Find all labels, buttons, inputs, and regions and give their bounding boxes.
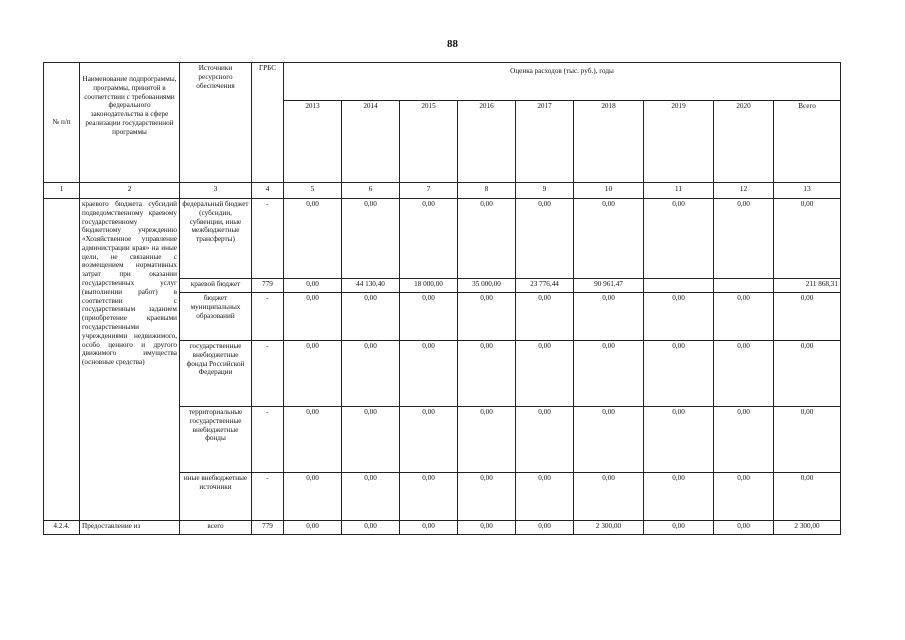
- grbs-cell: -: [252, 341, 284, 407]
- grbs-cell: 779: [252, 279, 284, 293]
- value-cell: 0,00: [644, 293, 714, 341]
- value-cell: 0,00: [714, 407, 774, 473]
- grbs-cell: -: [252, 407, 284, 473]
- value-cell: 0,00: [284, 279, 342, 293]
- header-col-name: Наименование подпрограммы, программы, принятой в соответствии с требованиями федерального законодательства в сфере реализации государственной программы: [80, 63, 180, 183]
- column-number: 1: [44, 183, 80, 199]
- value-cell: 0,00: [644, 521, 714, 535]
- source-cell: федеральный бюджет (субсидии, субвенции, иные межбюджетные трансферты): [180, 199, 252, 279]
- row-description: Предоставление из: [80, 521, 180, 535]
- header-total: Всего: [774, 101, 841, 183]
- column-numbers-row: [44, 183, 841, 199]
- source-cell: иные внебюджетные источники: [180, 473, 252, 521]
- header-year: 2018: [574, 101, 644, 183]
- grbs-cell: 779: [252, 521, 284, 535]
- value-cell: 0,00: [574, 473, 644, 521]
- value-cell: 0,00: [516, 293, 574, 341]
- value-cell: 0,00: [516, 407, 574, 473]
- value-cell: 0,00: [342, 199, 400, 279]
- value-cell: 0,00: [342, 407, 400, 473]
- column-number: 4: [252, 183, 284, 199]
- column-number: 5: [284, 183, 342, 199]
- value-cell: 0,00: [714, 199, 774, 279]
- value-cell: 0,00: [284, 293, 342, 341]
- value-cell: 0,00: [644, 341, 714, 407]
- column-number: 10: [574, 183, 644, 199]
- value-cell: 0,00: [400, 473, 458, 521]
- value-cell: 0,00: [714, 293, 774, 341]
- value-cell: 2 300,00: [574, 521, 644, 535]
- value-cell: 0,00: [342, 521, 400, 535]
- budget-table: [43, 62, 841, 535]
- column-number: 13: [774, 183, 841, 199]
- header-year: 2014: [342, 101, 400, 183]
- grbs-cell: -: [252, 473, 284, 521]
- value-cell: 0,00: [714, 473, 774, 521]
- value-cell: 0,00: [644, 199, 714, 279]
- column-number: 7: [400, 183, 458, 199]
- header-year: 2019: [644, 101, 714, 183]
- header-year: 2013: [284, 101, 342, 183]
- header-col-source: Источники ресурсного обеспечения: [180, 63, 252, 183]
- value-cell: 0,00: [714, 521, 774, 535]
- value-cell: 0,00: [458, 473, 516, 521]
- value-cell: 211 868,31: [774, 279, 841, 293]
- value-cell: 0,00: [458, 293, 516, 341]
- source-cell: всего: [180, 521, 252, 535]
- value-cell: 0,00: [774, 473, 841, 521]
- value-cell: 0,00: [516, 473, 574, 521]
- source-cell: государственные внебюджетные фонды Российской Федерации: [180, 341, 252, 407]
- column-number: 3: [180, 183, 252, 199]
- source-cell: территориальные государственные внебюджетные фонды: [180, 407, 252, 473]
- value-cell: 0,00: [458, 407, 516, 473]
- value-cell: 18 000,00: [400, 279, 458, 293]
- value-cell: 90 961,47: [574, 279, 644, 293]
- value-cell: 0,00: [284, 521, 342, 535]
- header-estimate: Оценка расходов (тыс. руб.), годы: [284, 63, 841, 101]
- value-cell: 0,00: [774, 293, 841, 341]
- column-number: 11: [644, 183, 714, 199]
- column-number: 9: [516, 183, 574, 199]
- grbs-cell: -: [252, 293, 284, 341]
- header-row-1: [44, 63, 841, 101]
- header-year: 2020: [714, 101, 774, 183]
- value-cell: 0,00: [284, 473, 342, 521]
- value-cell: 0,00: [342, 341, 400, 407]
- page-number: 88: [447, 38, 458, 50]
- column-number: 12: [714, 183, 774, 199]
- value-cell: 0,00: [714, 341, 774, 407]
- value-cell: 0,00: [644, 473, 714, 521]
- value-cell: 0,00: [574, 293, 644, 341]
- value-cell: 2 300,00: [774, 521, 841, 535]
- value-cell: 0,00: [458, 341, 516, 407]
- value-cell: 0,00: [284, 341, 342, 407]
- header-col-grbs: ГРБС: [252, 63, 284, 183]
- value-cell: 0,00: [400, 199, 458, 279]
- value-cell: 0,00: [774, 407, 841, 473]
- value-cell: 0,00: [644, 407, 714, 473]
- header-col-num: № п/п: [44, 63, 80, 183]
- value-cell: 0,00: [342, 473, 400, 521]
- source-cell: краевой бюджет: [180, 279, 252, 293]
- value-cell: 0,00: [516, 341, 574, 407]
- value-cell: 0,00: [774, 199, 841, 279]
- row-number: 4.2.4.: [44, 521, 80, 535]
- table-row: [44, 199, 841, 279]
- value-cell: 0,00: [574, 199, 644, 279]
- header-year: 2016: [458, 101, 516, 183]
- header-year: 2015: [400, 101, 458, 183]
- value-cell: 0,00: [284, 407, 342, 473]
- value-cell: 0,00: [458, 199, 516, 279]
- value-cell: 0,00: [458, 521, 516, 535]
- value-cell: 0,00: [342, 293, 400, 341]
- column-number: 8: [458, 183, 516, 199]
- value-cell: [714, 279, 774, 293]
- value-cell: 0,00: [400, 341, 458, 407]
- block-description: краевого бюджета субсидий подведомственному краевому государственному бюджетному учреждению «Хозяйственное управление администрации края» на иные цели, не связанные с возмещением нормативных затрат при оказании государственных услуг (выполнении работ) в соответствии с государственным заданием (приобретение краевыми государственными учреждениями недвижимого, особо ценного и другого движимого имущества (основные средства): [80, 199, 180, 521]
- grbs-cell: -: [252, 199, 284, 279]
- header-year: 2017: [516, 101, 574, 183]
- value-cell: 0,00: [284, 199, 342, 279]
- column-number: 2: [80, 183, 180, 199]
- value-cell: 44 130,40: [342, 279, 400, 293]
- value-cell: 0,00: [400, 293, 458, 341]
- value-cell: 0,00: [400, 407, 458, 473]
- source-cell: бюджет муниципальных образований: [180, 293, 252, 341]
- block-number: [44, 199, 80, 521]
- value-cell: 0,00: [574, 407, 644, 473]
- column-number: 6: [342, 183, 400, 199]
- value-cell: 0,00: [516, 521, 574, 535]
- table-row: [44, 521, 841, 535]
- value-cell: 0,00: [574, 341, 644, 407]
- value-cell: 0,00: [774, 341, 841, 407]
- value-cell: [644, 279, 714, 293]
- value-cell: 0,00: [400, 521, 458, 535]
- value-cell: 23 776,44: [516, 279, 574, 293]
- value-cell: 35 000,00: [458, 279, 516, 293]
- value-cell: 0,00: [516, 199, 574, 279]
